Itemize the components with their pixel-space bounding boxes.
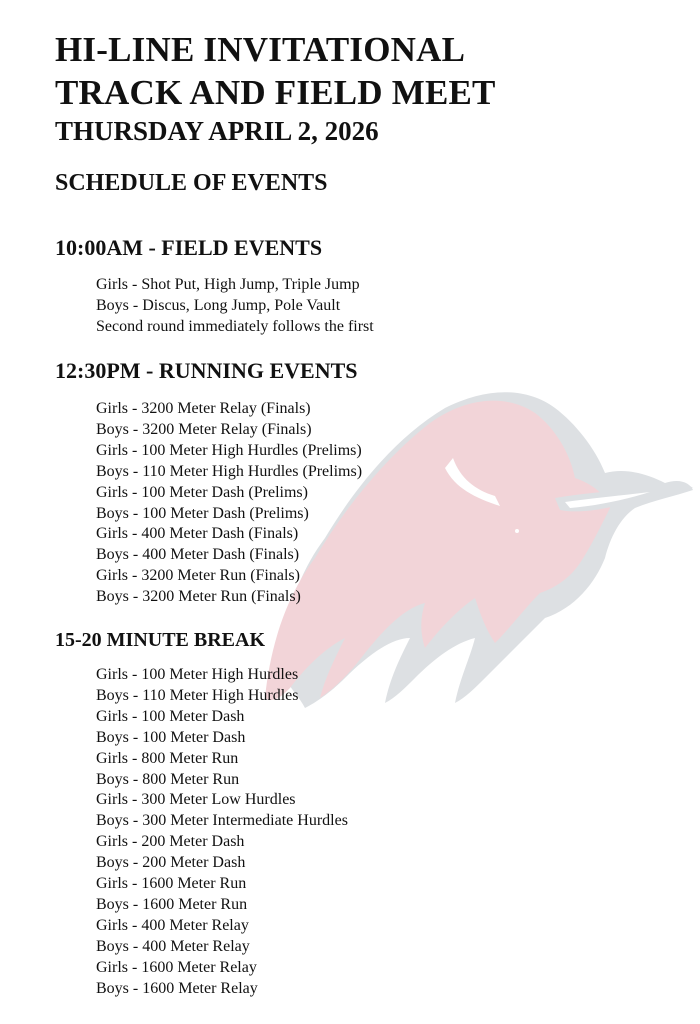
list-item: Boys - 300 Meter Intermediate Hurdles	[96, 812, 348, 830]
list-item: Boys - 1600 Meter Relay	[96, 979, 258, 997]
list-item: Girls - 200 Meter Dash	[96, 833, 245, 851]
list-item: Second round immediately follows the first	[96, 317, 374, 335]
list-item: Boys - Discus, Long Jump, Pole Vault	[96, 296, 341, 314]
list-item: Girls - 300 Meter Low Hurdles	[96, 791, 296, 809]
list-item: Boys - 110 Meter High Hurdles (Prelims)	[96, 462, 363, 480]
list-item: Girls - 100 Meter High Hurdles (Prelims)	[96, 441, 362, 459]
list-item: Boys - 1600 Meter Run	[96, 895, 248, 913]
list-item: Boys - 400 Meter Relay	[96, 937, 250, 955]
list-item: Girls - 100 Meter Dash	[96, 707, 245, 725]
field-events-list	[96, 275, 374, 338]
break-events-list	[96, 665, 348, 1000]
meet-title-line-2: TRACK AND FIELD MEET	[55, 73, 496, 112]
list-item: Girls - 400 Meter Relay	[96, 916, 249, 934]
schedule-heading: SCHEDULE OF EVENTS	[55, 170, 328, 196]
list-item: Girls - 3200 Meter Relay (Finals)	[96, 400, 311, 417]
list-item: Girls - 100 Meter High Hurdles	[96, 666, 299, 683]
list-item: Girls - 800 Meter Run	[96, 749, 239, 767]
list-item: Boys - 3200 Meter Relay (Finals)	[96, 420, 312, 438]
meet-title-line-1: HI-LINE INVITATIONAL	[55, 30, 466, 69]
list-item: Girls - 400 Meter Dash (Finals)	[96, 525, 299, 543]
running-events-list	[96, 399, 362, 608]
section-heading-running-events: 12:30PM - RUNNING EVENTS	[55, 358, 358, 383]
list-item: Boys - 800 Meter Run	[96, 770, 240, 788]
list-item: Boys - 110 Meter High Hurdles	[96, 686, 299, 704]
list-item: Boys - 400 Meter Dash (Finals)	[96, 546, 300, 564]
list-item: Boys - 3200 Meter Run (Finals)	[96, 588, 301, 606]
section-heading-break: 15-20 MINUTE BREAK	[55, 629, 266, 651]
list-item: Boys - 100 Meter Dash (Prelims)	[96, 504, 309, 522]
meet-date: THURSDAY APRIL 2, 2026	[55, 116, 379, 146]
list-item: Boys - 200 Meter Dash	[96, 854, 246, 872]
list-item: Girls - Shot Put, High Jump, Triple Jump	[96, 276, 360, 293]
list-item: Girls - 1600 Meter Relay	[96, 958, 257, 976]
list-item: Girls - 100 Meter Dash (Prelims)	[96, 483, 308, 501]
section-heading-field-events: 10:00AM - FIELD EVENTS	[55, 235, 323, 260]
list-item: Girls - 3200 Meter Run (Finals)	[96, 567, 300, 585]
list-item: Girls - 1600 Meter Run	[96, 875, 247, 893]
list-item: Boys - 100 Meter Dash	[96, 728, 246, 746]
